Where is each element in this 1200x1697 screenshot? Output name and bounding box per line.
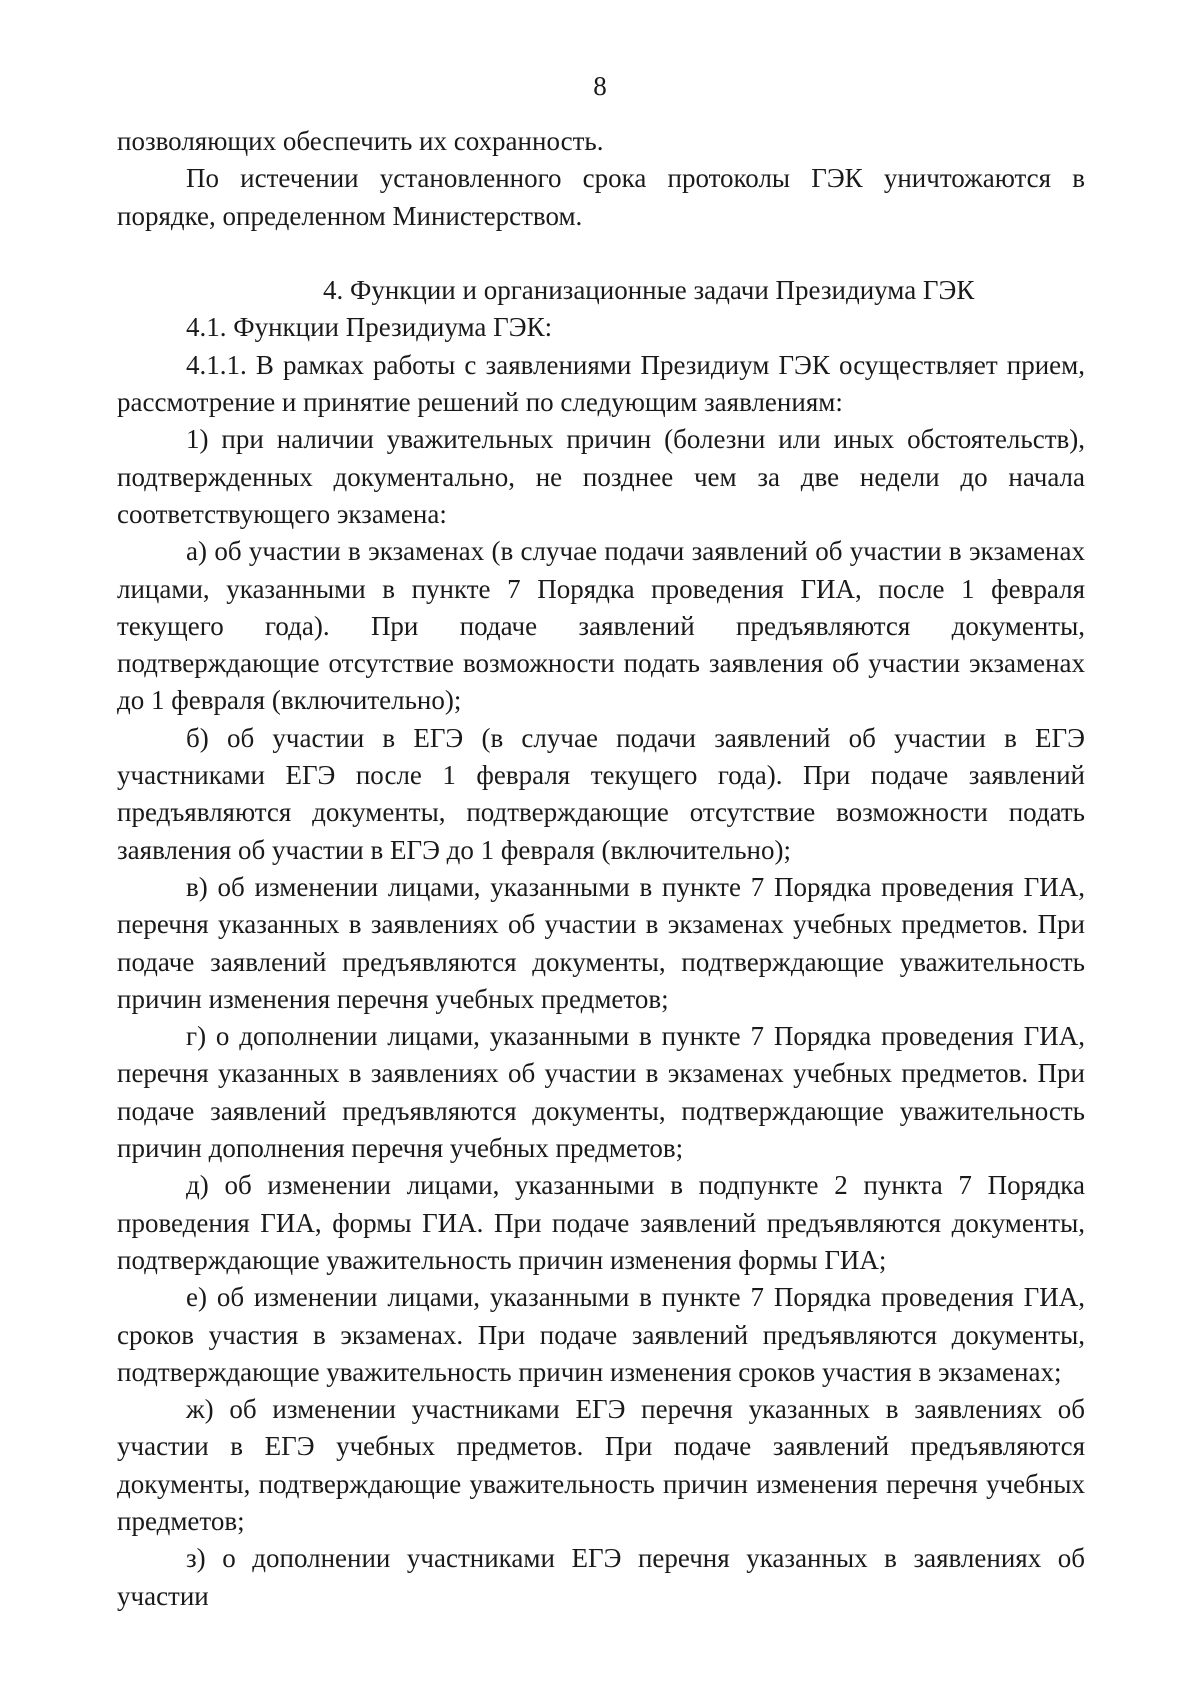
document-body (117, 123, 1085, 1615)
list-item: г) о дополнении лицами, указанными в пункте 7 Порядка проведения ГИА, перечня указанных в заявлениях об участии в экзаменах учебных предметов. При подаче заявлений предъявляются документы, подтверждающие уважительность причин дополнения перечня учебных предметов; (117, 1021, 1085, 1164)
list-item: е) об изменении лицами, указанными в пункте 7 Порядка проведения ГИА, сроков участия в экзаменах. При подаче заявлений предъявляются документы, подтверждающие уважительность причин изменения сроков участия в экзаменах; (117, 1282, 1085, 1387)
list-item: б) об участии в ЕГЭ (в случае подачи заявлений об участии в ЕГЭ участниками ЕГЭ после 1 февраля текущего года). При подаче заявлений предъявляются документы, подтверждающие отсутствие возможности подать заявления об участии в ЕГЭ до 1 февраля (включительно); (117, 722, 1085, 865)
list-item: в) об изменении лицами, указанными в пункте 7 Порядка проведения ГИА, перечня указанных в заявлениях об участии в экзаменах учебных предметов. При подаче заявлений предъявляются документы, подтверждающие уважительность причин изменения перечня учебных предметов; (117, 871, 1085, 1014)
section-heading: 4. Функции и организационные задачи Президиума ГЭК (323, 275, 975, 306)
subsection-title: 4.1. Функции Президиума ГЭК: (186, 312, 553, 343)
continuation-paragraph: позволяющих обеспечить их сохранность. (117, 126, 604, 156)
paragraph: 4.1.1. В рамках работы с заявлениями Президиум ГЭК осуществляет прием, рассмотрение и принятие решений по следующим заявлениям: (117, 349, 1085, 418)
list-item: а) об участии в экзаменах (в случае подачи заявлений об участии в экзаменах лицами, указанными в пункте 7 Порядка проведения ГИА, после 1 февраля текущего года). При подаче заявлений предъявляются документы, подтверждающие отсутствие возможности подать заявления об участии экзаменах до 1 февраля (включительно); (117, 536, 1085, 716)
list-item: д) об изменении лицами, указанными в подпункте 2 пункта 7 Порядка проведения ГИА, формы ГИА. При подаче заявлений предъявляются документы, подтверждающие уважительность причин изменения формы ГИА; (117, 1170, 1085, 1275)
list-item: 1) при наличии уважительных причин (болезни или иных обстоятельств), подтвержденных документально, не позднее чем за две недели до начала соответствующего экзамена: (117, 424, 1085, 529)
list-item: з) о дополнении участниками ЕГЭ перечня указанных в заявлениях об участии (117, 1543, 1085, 1611)
page-number: 8 (593, 71, 607, 101)
paragraph: По истечении установленного срока протоколы ГЭК уничтожаются в порядке, определенном Министерством. (117, 163, 1085, 231)
list-item: ж) об изменении участниками ЕГЭ перечня указанных в заявлениях об участии в ЕГЭ учебных предметов. При подаче заявлений предъявляются документы, подтверждающие уважительность причин изменения перечня учебных предметов; (117, 1394, 1085, 1536)
